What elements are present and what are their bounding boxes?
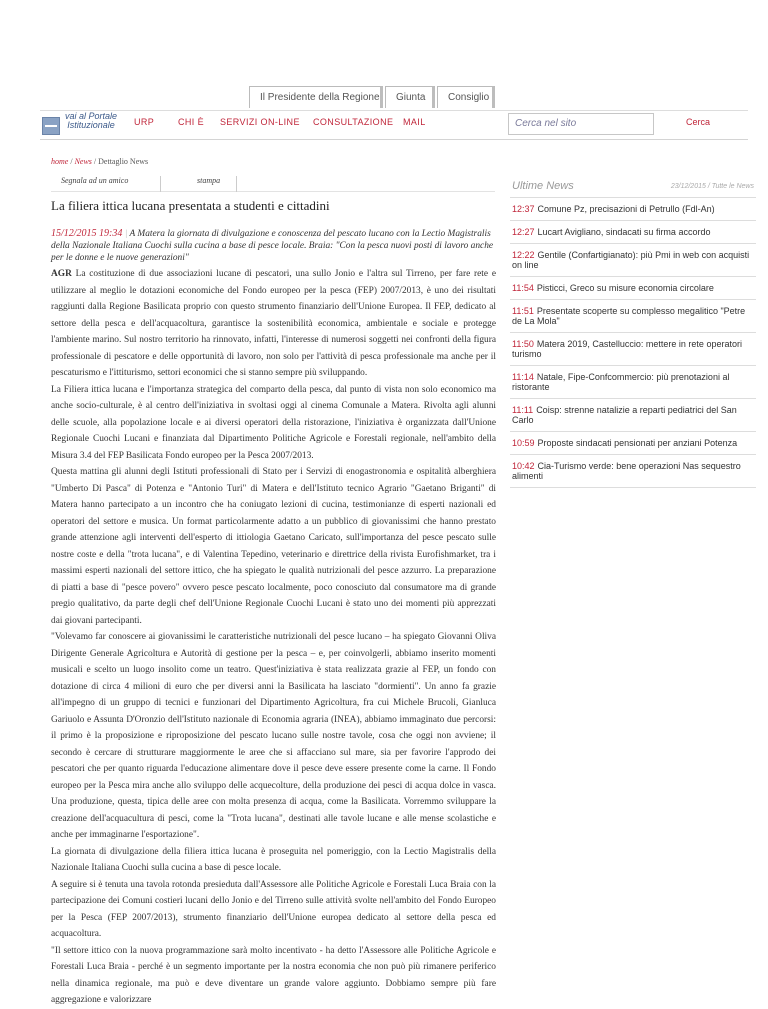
news-text[interactable]: Natale, Fipe-Confcommercio: più prenotazioni al ristorante xyxy=(512,372,730,392)
news-item[interactable] xyxy=(510,366,756,399)
news-text[interactable]: Matera 2019, Castelluccio: mettere in rete operatori turismo xyxy=(512,339,742,359)
article-abstract: A Matera la giornata di divulgazione e conoscenza del pescato lucano con la Lectio Magistralis della Nazionale Italiana Cuochi sulla cucina a base di pesce locale. Braia: "Con la pesca nuovi posti di lavoro anche per le donne e le nuove generazioni" xyxy=(51,229,494,263)
news-text[interactable]: Comune Pz, precisazioni di Petrullo (Fdl-An) xyxy=(537,204,715,214)
article-paragraph xyxy=(51,266,496,382)
article-tools xyxy=(51,176,495,192)
top-tabs xyxy=(249,86,497,108)
breadcrumb-home[interactable]: home xyxy=(51,157,69,166)
article-paragraph: "Il settore ittico con la nuova programmazione sarà molto incentivato - ha detto l'Assessore alle Politiche Agricole e Forestali Luca Braia - perché è un segmento importante per la nostra economia che non può più rimanere periferico nella dinamica regionale, ma può e deve diventare un grande valore aggiunto. Dobbiamo sempre più fare aggregazione e valorizzare xyxy=(51,945,496,1005)
breadcrumb-separator: / xyxy=(70,157,73,166)
print-link[interactable]: stampa xyxy=(197,176,237,192)
article-paragraph: La Filiera ittica lucana e l'importanza strategica del comparto della pesca, dal punto di vista non solo economico ma anche socio-culturale, è al centro dell'iniziativa in svoltasi oggi al cinema Comunale a Matera. Rivolta agli alunni delle scuole, alla popolazione locale e ai diversi operatori della ristorazione, l'iniziativa è organizzata dall'Unione Regionale Cuochi Lucani e finanziata dal Dipartimento Politiche Agricole e Forestali regionale, nell'ambito della Misura 3.4 del FEP Basilicata Fondo europeo per la Pesca 2007/2013. xyxy=(51,384,496,461)
news-text[interactable]: Proposte sindacati pensionati per anziani Potenza xyxy=(537,438,738,448)
search-button[interactable]: Cerca xyxy=(686,117,711,127)
sidebar-title: Ultime News xyxy=(512,180,574,192)
latest-news-sidebar xyxy=(510,180,756,488)
tab-presidente[interactable]: Il Presidente della Regione xyxy=(249,86,383,108)
news-text[interactable]: Presentate scoperte su complesso megalitico "Petre de La Mola" xyxy=(512,306,746,326)
all-news-link[interactable]: 23/12/2015 / Tutte le News xyxy=(670,183,754,190)
breadcrumb-current: Dettaglio News xyxy=(98,157,149,166)
breadcrumb-news[interactable]: News xyxy=(74,157,92,166)
news-time: 12:37 xyxy=(512,204,535,214)
portal-link[interactable]: vai al Portale Istituzionale xyxy=(64,111,118,130)
breadcrumb-separator: / xyxy=(93,157,97,166)
news-time: 12:22 xyxy=(512,250,535,260)
tab-giunta[interactable]: Giunta xyxy=(385,86,435,108)
news-time: 11:54 xyxy=(512,283,534,293)
search-input[interactable]: Cerca nel sito xyxy=(508,113,654,135)
main-navbar xyxy=(40,110,748,140)
news-text[interactable]: Lucart Avigliano, sindacati su firma accordo xyxy=(537,227,711,237)
news-time: 12:27 xyxy=(512,227,535,237)
news-item[interactable] xyxy=(510,277,756,300)
article-paragraph: La giornata di divulgazione della filiera ittica lucana è proseguita nel pomeriggio, con la Lectio Magistralis della Nazionale Italiana Cuochi sulla cucina a base di pesce locale. xyxy=(51,846,496,873)
news-text[interactable]: Gentile (Confartigianato): più Pmi in web con acquisti on line xyxy=(512,250,750,270)
article-paragraph: "Volevamo far conoscere ai giovanissimi le caratteristiche nutrizionali del pesce lucano – ha spiegato Giovanni Oliva Dirigente Generale Agricoltura e Autorità di gestione per la pesca – e, per coinvolgerli, abbiamo inserito momenti musicali e scelto un luogo insolito come un teatro. Quest'iniziativa è stata realizzata grazie al FEP, un fondo con dotazione di circa 4 milioni di euro che per diversi anni la Basilicata ha lasciato "dormienti". Un anno fa grazie all'impegno di un gruppo di tecnici e funzionari del Dipartimento Agricoltura, fra cui Michele Brucoli, Gianluca Gariuolo e Assunta D'Oronzio dell'Istituto nazionale di Economia agraria (INEA), abbiamo immaginato due percorsi: il primo è la proposizione e riproposizione del pescato lucano sulle nostre tavole, cosa che oggi non avviene; il secondo è cercare di strutturare maggiormente le aree che si affacciano sul mare, sia per favorire l'approdo dei pescatori che per quanto riguarda l'educazione alimentare dove il pesce deve essere presente come la carne. Il Fondo europeo per la Pesca mira anche allo sviluppo delle acquecolture, della produzione dei pesci di acqua dolce in vasca. Una produzione, questa, tipica delle aree con molta presenza di acqua, come la Basilicata. Vorremmo sviluppare la creazione dell'acquacultura di pesci, come la "Trota lucana", destinati alle tavole lucane e alle mense scolastiche e anche per immaginarne l'esportazione". xyxy=(51,632,496,840)
news-text[interactable]: Cia-Turismo verde: bene operazioni Nas sequestro alimenti xyxy=(512,461,741,481)
news-time: 11:51 xyxy=(512,306,534,316)
tab-consiglio[interactable]: Consiglio xyxy=(437,86,495,108)
article-title: La filiera ittica lucana presentata a studenti e cittadini xyxy=(51,198,330,213)
paragraph-text: La costituzione di due associazioni lucane di pescatori, una sullo Jonio e l'altra sul Tirreno, per fare rete e utilizzare al meglio le dotazioni economiche del Fondo europeo per la pesca (FEP) 2007/2013, è uno dei risultati raggiunti dalla Regione Basilicata proprio con questo strumento finanziario dell'Unione Europea. Il FEP, dedicato al settore della pesca e dell'acquacoltura, garantisce la sostenibilità economica, ambientale e sociale e protegge l'ambiente marino. Sul nostro territorio ha rinnovato, infatti, l'interesse di numerosi soggetti nei confronti della figura professionale di pescatore e delle opportunità di lavoro, non solo per l'attività di pesca professionale ma anche per il pescaturismo e l'ittiturismo, settori economici che si stanno sempre più sviluppando. xyxy=(51,269,496,378)
agency-label: AGR xyxy=(51,269,72,279)
news-item[interactable] xyxy=(510,198,756,221)
news-item[interactable] xyxy=(510,300,756,333)
breadcrumb xyxy=(51,157,148,166)
sidebar-header xyxy=(510,180,756,198)
news-time: 11:50 xyxy=(512,339,534,349)
news-time: 10:59 xyxy=(512,438,535,448)
news-text[interactable]: Pisticci, Greco su misure economia circolare xyxy=(536,283,714,293)
nav-chi-e[interactable]: CHI È xyxy=(178,117,205,127)
portal-icon[interactable] xyxy=(42,117,60,135)
news-item[interactable] xyxy=(510,399,756,432)
nav-servizi-online[interactable]: SERVIZI ON-LINE xyxy=(220,117,300,127)
news-item[interactable] xyxy=(510,455,756,488)
news-time: 10:42 xyxy=(512,461,535,471)
article-summary: 15/12/2015 19:34 | A Matera la giornata di divulgazione e conoscenza del pescato lucano con la Lectio Magistralis della Nazionale Italiana Cuochi sulla cucina a base di pesce locale. Braia: "Con la pesca nuovi posti di lavoro anche per le donne e le nuove generazioni" xyxy=(51,228,494,263)
news-time: 11:11 xyxy=(512,405,534,415)
news-time: 11:14 xyxy=(512,372,534,382)
nav-mail[interactable]: MAIL xyxy=(403,117,426,127)
article-paragraph: A seguire si è tenuta una tavola rotonda presieduta dall'Assessore alle Politiche Agricole e Forestali Luca Braia con la partecipazione dei Comuni costieri lucani dello Jonio e del Tirreno sulle attività svolte nell'ambito del Fondo Europeo per la Pesca (FEP 2007/2013), strumento finanziario dell'Unione europea dedicato al settore della pesca ed acquacoltura. xyxy=(51,879,496,939)
news-item[interactable] xyxy=(510,221,756,244)
article-date: 15/12/2015 19:34 xyxy=(51,228,123,239)
news-item[interactable] xyxy=(510,244,756,277)
nav-consultazione[interactable]: CONSULTAZIONE xyxy=(313,117,394,127)
signal-friend-link[interactable]: Segnala ad un amico xyxy=(61,176,161,192)
news-item[interactable] xyxy=(510,432,756,455)
article-paragraph: Questa mattina gli alunni degli Istituti professionali di Stato per i Servizi di enogastronomia e ospitalità alberghiera "Umberto Di Pasca" di Potenza e "Antonio Turi" di Matera e dell'Istituto tecnico Agrario "Gaetano Briganti" di Matera hanno partecipato a un incontro che ha coniugato lezioni di cucina, testimonianze di esperti nazionali ed operatori del settore e musica. Un format particolarmente adatto a un pubblico di giovanissimi che hanno prestato grande attenzione agli interventi dell'esperto di ittiologia Gaetano Caricato, sull'importanza del pesce pescato sulle nostre coste e della "trota lucana", e di Valentina Tepedino, veterinario e direttrice della rivista Eurofishmarket, tra i massimi esperti nazionali del settore ittico, che ha spiegato le qualità nutrizionali del pesce azzurro. La preparazione di piatti a base di "pesce povero" ovvero pesce pescato localmente, poco conosciuto dal consumatore ma di grande pregio qualitativo, da parte degli chef dell'Unione Regionale Cuochi Lucani è stato uno dei momenti più apprezzati dai giovani partecipanti. xyxy=(51,467,496,626)
news-item[interactable] xyxy=(510,333,756,366)
nav-urp[interactable]: URP xyxy=(134,117,155,127)
news-text[interactable]: Coisp: strenne natalizie a reparti pediatrici del San Carlo xyxy=(512,405,737,425)
article-body xyxy=(51,266,496,1009)
